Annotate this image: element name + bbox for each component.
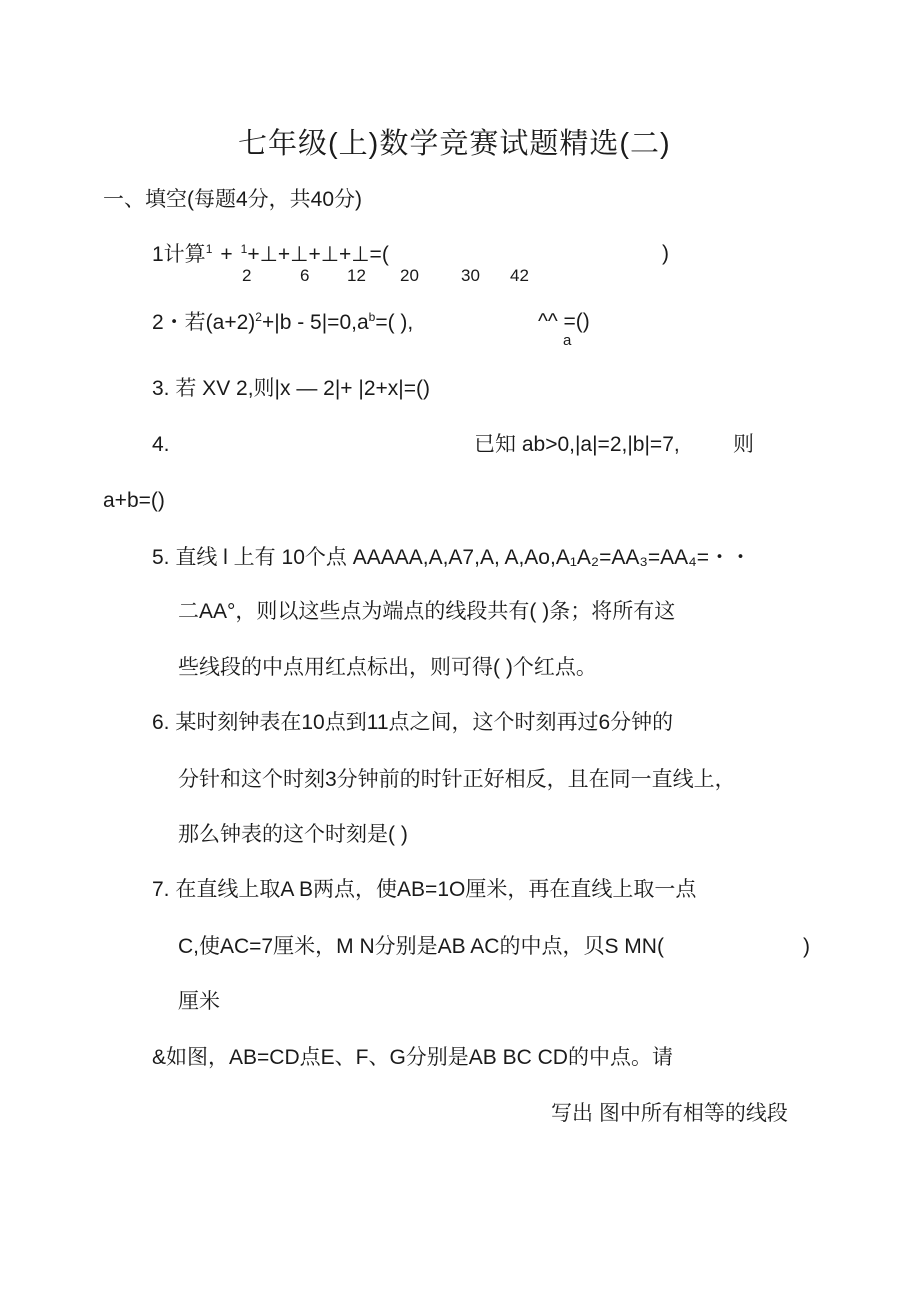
- question-6-line-2: 分针和这个时刻3分钟前的时针正好相反，且在同一直线上，: [178, 768, 736, 791]
- page-title: 七年级(上)数学竞赛试题精选(二): [238, 128, 671, 160]
- question-7-line-1: 7. 在直线上取A B两点，使AB=1O厘米，再在直线上取一点: [152, 878, 697, 901]
- question-5-line-2: 二AA°，则以这些点为端点的线段共有( )条；将所有这: [178, 600, 676, 623]
- question-7-close: ): [803, 935, 810, 958]
- section-heading: 一、填空(每题4分，共40分): [103, 188, 363, 211]
- question-2-text: 2・若$(a+2)^2+|b - 5|=0,a^b=$( ),: [152, 310, 414, 334]
- question-4-continuation: a+b=(): [103, 489, 165, 512]
- question-6-line-3: 那么钟表的这个时刻是( ): [178, 823, 408, 846]
- denominator: 20: [400, 266, 419, 285]
- question-8-line-1: &如图，AB=CD点E、F、G分别是AB BC CD的中点。请: [152, 1046, 673, 1069]
- denominator: 42: [510, 266, 529, 285]
- question-4-text: 已知 ab>0,|a|=2,|b|=7,: [474, 433, 680, 456]
- question-5-line-1: 5. 直线 l 上有 10个点 AAAAA,A,A7,A, A,Ao,A₁A₂=AA₃=AA₄=・・: [152, 546, 752, 569]
- question-6-line-1: 6. 某时刻钟表在10点到11点之间，这个时刻再过6分钟的: [152, 711, 674, 734]
- denominator: 12: [347, 266, 366, 285]
- denominator: 30: [461, 266, 480, 285]
- question-1-text: 1计算$^1$ + $^1$+⊥+⊥+⊥+⊥=(: [152, 242, 389, 266]
- question-1-close: ): [662, 242, 669, 265]
- question-7-line-3: 厘米: [178, 990, 220, 1013]
- question-4-number: 4.: [152, 433, 170, 456]
- question-2-fraction: ^^ =(): [538, 310, 590, 333]
- denominator: 2: [242, 266, 252, 285]
- question-2-fraction-denominator: a: [563, 332, 572, 349]
- question-8-line-2: 写出 图中所有相等的线段: [551, 1102, 788, 1125]
- question-7-line-2: C,使AC=7厘米，M N分别是AB AC的中点，贝S MN(: [178, 935, 664, 958]
- question-4-then: 则: [733, 433, 754, 456]
- denominator: 6: [300, 266, 310, 285]
- question-5-line-3: 些线段的中点用红点标出，则可得( )个红点。: [178, 656, 597, 679]
- question-3: 3. 若 XV 2,则|x — 2|+ |2+x|=(): [152, 377, 431, 400]
